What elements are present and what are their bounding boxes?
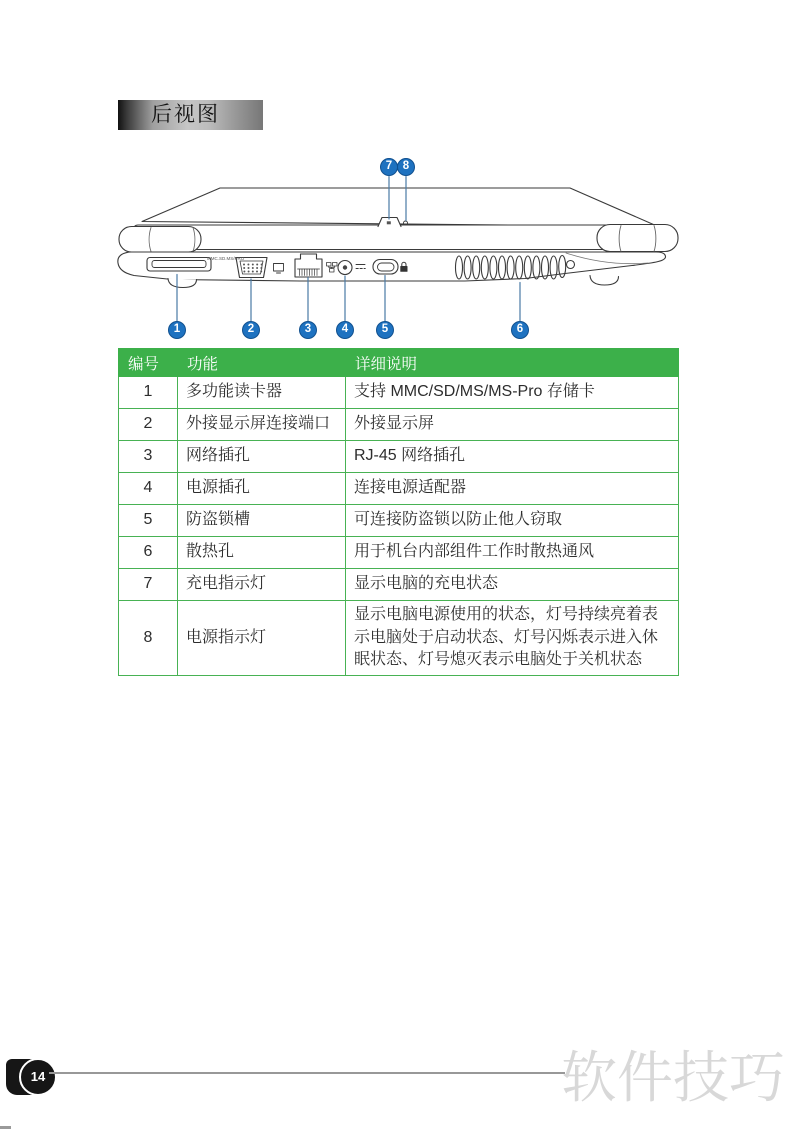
cell-desc: 连接电源适配器 bbox=[346, 473, 679, 505]
cell-num: 8 bbox=[119, 601, 178, 676]
laptop-lid bbox=[142, 188, 658, 227]
laptop-lid-edge bbox=[133, 225, 665, 250]
lock-slot bbox=[373, 260, 398, 275]
col-header-description: 详细说明 bbox=[346, 349, 679, 377]
col-header-function: 功能 bbox=[178, 349, 346, 377]
left-hinge bbox=[119, 227, 201, 253]
spec-table-header-row bbox=[119, 349, 679, 377]
cell-desc: 可连接防盗锁以防止他人窃取 bbox=[346, 505, 679, 537]
cell-num: 6 bbox=[119, 537, 178, 569]
table-row bbox=[119, 409, 679, 441]
table-row bbox=[119, 537, 679, 569]
card-reader-print-label: MMC.SD.MS/PRO bbox=[207, 256, 245, 261]
callout-2: 2 bbox=[242, 321, 260, 339]
table-row bbox=[119, 441, 679, 473]
cell-func: 外接显示屏连接端口 bbox=[178, 409, 346, 441]
left-foot bbox=[168, 279, 197, 288]
cell-num: 2 bbox=[119, 409, 178, 441]
cell-func: 充电指示灯 bbox=[178, 569, 346, 601]
cell-num: 7 bbox=[119, 569, 178, 601]
callout-3: 3 bbox=[299, 321, 317, 339]
cell-desc: 显示电脑的充电状态 bbox=[346, 569, 679, 601]
cell-func: 网络插孔 bbox=[178, 441, 346, 473]
table-row bbox=[119, 505, 679, 537]
cell-num: 5 bbox=[119, 505, 178, 537]
cell-func: 电源指示灯 bbox=[178, 601, 346, 676]
section-title: 后视图 bbox=[151, 103, 220, 126]
callout-1: 1 bbox=[168, 321, 186, 339]
bottom-edge-mark bbox=[0, 1126, 11, 1129]
cell-desc: 用于机台内部组件工作时散热通风 bbox=[346, 537, 679, 569]
callout-8: 8 bbox=[397, 158, 415, 176]
power-jack bbox=[338, 261, 352, 275]
table-row bbox=[119, 377, 679, 409]
cell-desc: 支持 MMC/SD/MS/MS-Pro 存储卡 bbox=[346, 377, 679, 409]
cell-func: 电源插孔 bbox=[178, 473, 346, 505]
cell-num: 1 bbox=[119, 377, 178, 409]
laptop-rear-view-illustration bbox=[100, 150, 700, 345]
page-number-badge bbox=[19, 1058, 57, 1096]
charge-led bbox=[387, 221, 391, 224]
callout-7: 7 bbox=[380, 158, 398, 176]
cell-desc: 显示电脑电源使用的状态，灯号持续亮着表示电脑处于启动状态、灯号闪烁表示进入休眠状态、灯号熄灭表示电脑处于关机状态 bbox=[346, 601, 679, 676]
table-row bbox=[119, 473, 679, 505]
callout-4: 4 bbox=[336, 321, 354, 339]
section-title-badge bbox=[118, 100, 263, 130]
footer-rule bbox=[49, 1072, 565, 1074]
watermark-text: 软件技巧 bbox=[561, 1046, 785, 1109]
cell-num: 3 bbox=[119, 441, 178, 473]
spec-table bbox=[118, 348, 679, 676]
callout-5: 5 bbox=[376, 321, 394, 339]
table-row bbox=[119, 569, 679, 601]
cell-func: 多功能读卡器 bbox=[178, 377, 346, 409]
right-foot bbox=[590, 276, 619, 286]
table-row bbox=[119, 601, 679, 676]
cell-desc: RJ-45 网络插孔 bbox=[346, 441, 679, 473]
callout-6: 6 bbox=[511, 321, 529, 339]
page-number: 14 bbox=[30, 1069, 46, 1084]
cell-num: 4 bbox=[119, 473, 178, 505]
col-header-number: 编号 bbox=[119, 349, 178, 377]
cell-func: 散热孔 bbox=[178, 537, 346, 569]
card-reader-slot bbox=[147, 258, 211, 272]
cell-desc: 外接显示屏 bbox=[346, 409, 679, 441]
right-hinge bbox=[597, 225, 678, 252]
cell-func: 防盗锁槽 bbox=[178, 505, 346, 537]
